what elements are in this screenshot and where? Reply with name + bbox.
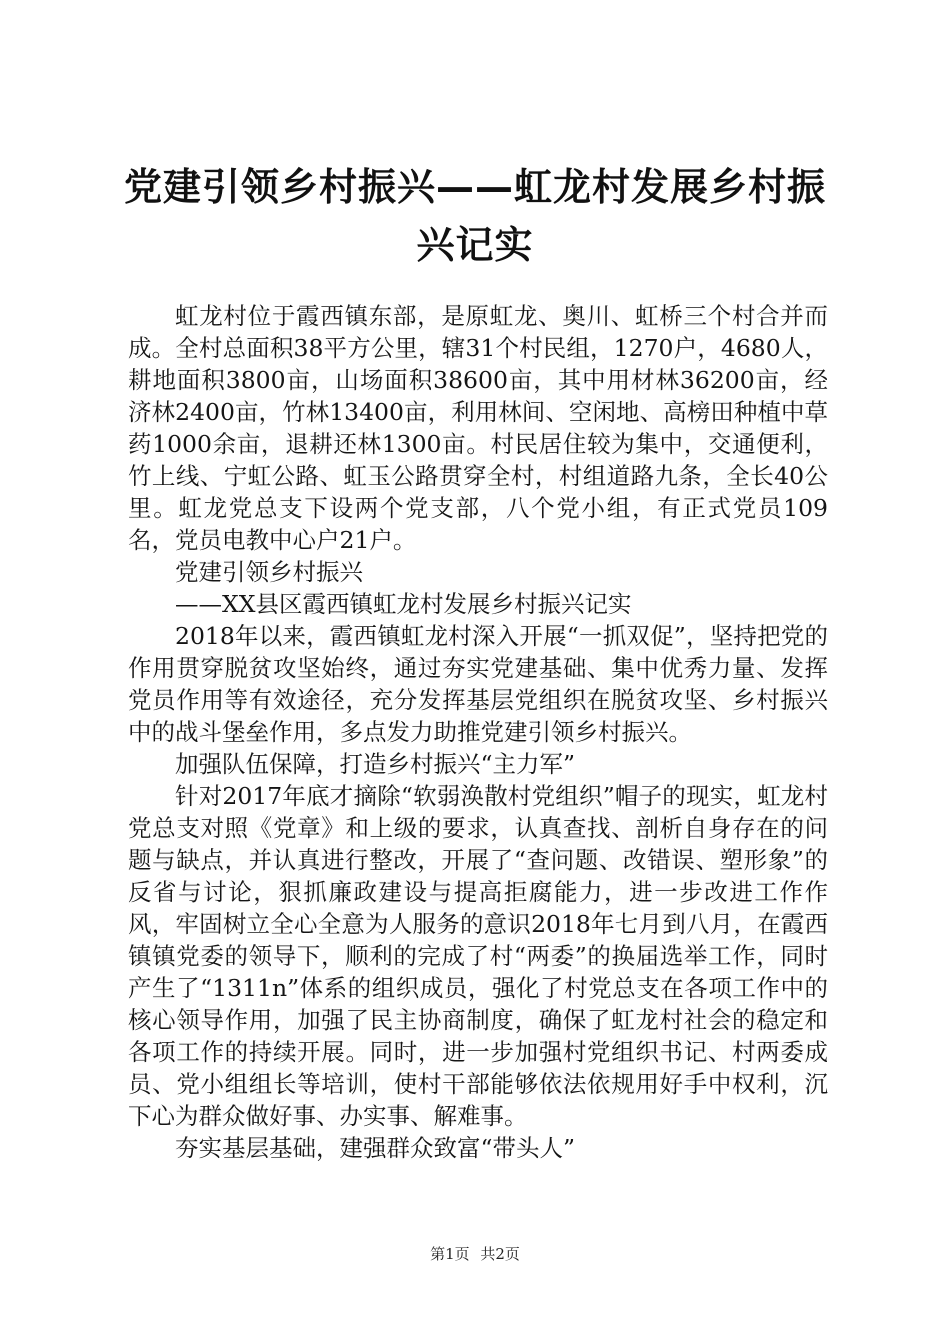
page-number: 第1页 (430, 1245, 470, 1263)
section-heading: 党建引领乡村振兴 (175, 558, 363, 586)
subtitle-line: ——XX县区霞西镇虹龙村发展乡村振兴记实 (175, 590, 632, 618)
intro-paragraph: 虹龙村位于霞西镇东部，是原虹龙、奥川、虹桥三个村合并而成。全村总面积38平方公里，辖31个村民组，1270户，4680人，耕地面积3800亩，山场面积38600亩，其中用材林36200亩，经济林2400亩，竹林13400亩，利用林间、空闲地、高榜田种植中草药1000余亩，退耕还林1300亩。村民居住较为集中，交通便利，竹上线、宁虹公路、虹玉公路贯穿全村，村组道路九条，全长40公里。虹龙党总支下设两个党支部，八个党小组，有正式党员109名，党员电教中心户21户。 (128, 302, 828, 554)
document-title: 党建引领乡村振兴——虹龙村发展乡村振兴记实 (123, 165, 826, 267)
overview-paragraph: 2018年以来，霞西镇虹龙村深入开展“一抓双促”，坚持把党的作用贯穿脱贫攻坚始终，通过夯实党建基础、集中优秀力量、发挥党员作用等有效途径，充分发挥基层党组织在脱贫攻坚、乡村振兴中的战斗堡垒作用，多点发力助推党建引领乡村振兴。 (128, 622, 828, 746)
section-heading-foundation: 夯实基层基础，建强群众致富“带头人” (175, 1134, 576, 1162)
page-footer (0, 1244, 950, 1264)
document-body (128, 300, 828, 1164)
page-total: 共2页 (480, 1245, 520, 1263)
team-paragraph: 针对2017年底才摘除“软弱涣散村党组织”帽子的现实，虹龙村党总支对照《党章》和上级的要求，认真查找、剖析自身存在的问题与缺点，并认真进行整改，开展了“查问题、改错误、塑形象”的反省与讨论，狠抓廉政建设与提高拒腐能力，进一步改进工作作风，牢固树立全心全意为人服务的意识2018年七月到八月，在霞西镇镇党委的领导下，顺利的完成了村“两委”的换届选举工作，同时产生了“1311n”体系的组织成员，强化了村党总支在各项工作中的核心领导作用，加强了民主协商制度，确保了虹龙村社会的稳定和各项工作的持续开展。同时，进一步加强村党组织书记、村两委成员、党小组组长等培训，使村干部能够依法依规用好手中权利，沉下心为群众做好事、办实事、解难事。 (128, 782, 828, 1130)
section-heading-team: 加强队伍保障，打造乡村振兴“主力军” (175, 750, 576, 778)
